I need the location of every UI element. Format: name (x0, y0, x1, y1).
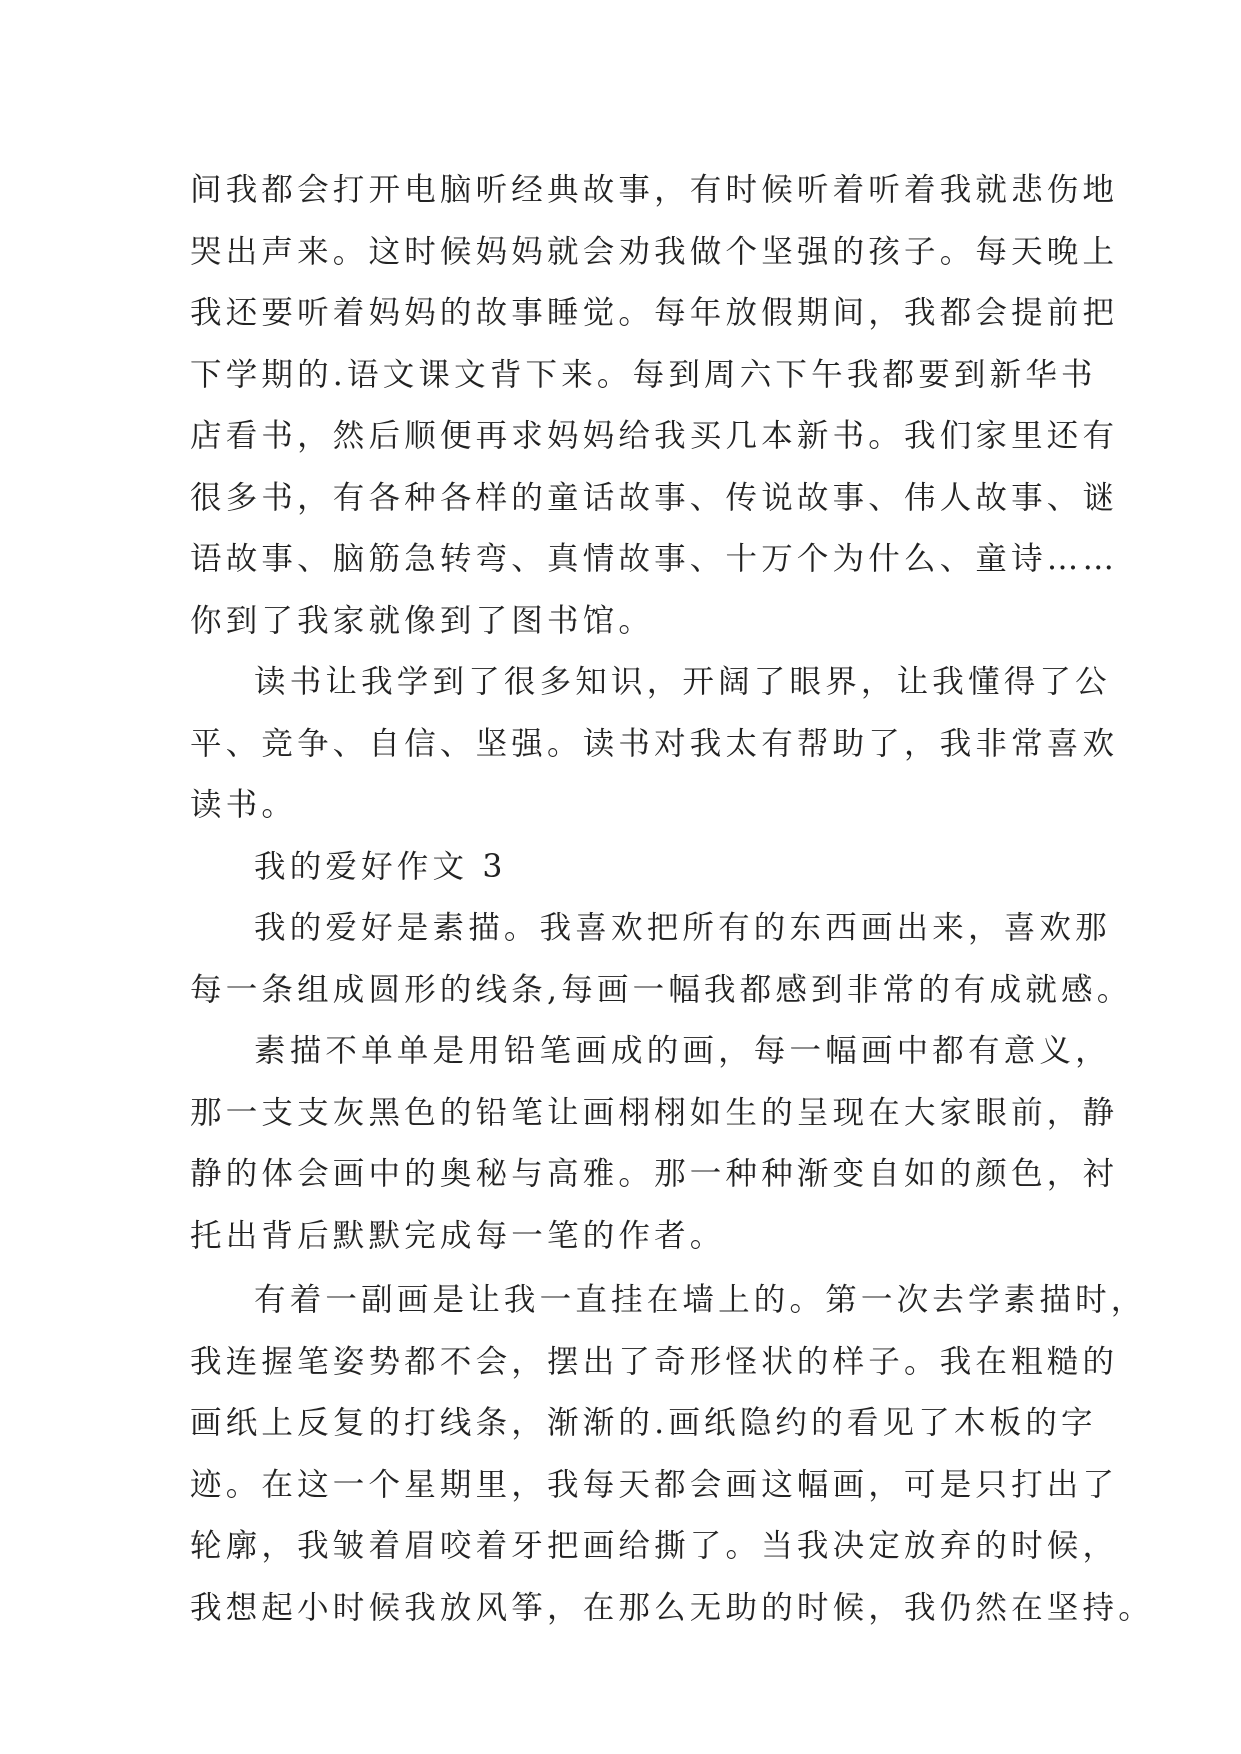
text-line: 哭出声来。这时候妈妈就会劝我做个坚强的孩子。每天晚上 (190, 233, 1119, 270)
text-line: 每一条组成圆形的线条,每画一幅我都感到非常的有成就感。 (190, 971, 1133, 1008)
paragraph-first-line: 素描不单单是用铅笔画成的画，每一幅画中都有意义， (254, 1033, 1111, 1069)
paragraph-first-line: 有着一副画是让我一直挂在墙上的。第一次去学素描时， (254, 1282, 1147, 1318)
text-line: 画纸上反复的打线条，渐渐的.画纸隐约的看见了木板的字 (190, 1405, 1097, 1441)
text-line: 那一支支灰黑色的铅笔让画栩栩如生的呈现在大家眼前，静 (190, 1094, 1119, 1131)
text-line: 我还要听着妈妈的故事睡觉。每年放假期间，我都会提前把 (190, 295, 1119, 331)
paragraph-first-line: 我的爱好是素描。我喜欢把所有的东西画出来，喜欢那 (254, 910, 1111, 946)
text-line: 我连握笔姿势都不会，摆出了奇形怪状的样子。我在粗糙的 (190, 1343, 1119, 1380)
text-line: 轮廓，我皱着眉咬着牙把画给撕了。当我决定放弃的时候， (190, 1528, 1119, 1564)
text-line: 托出背后默默完成每一笔的作者。 (190, 1217, 726, 1254)
text-line: 读书。 (190, 787, 298, 823)
text-line: 间我都会打开电脑听经典故事，有时候听着听着我就悲伤地 (190, 172, 1119, 208)
text-line: 迹。在这一个星期里，我每天都会画这幅画，可是只打出了 (190, 1466, 1119, 1503)
text-line: 你到了我家就像到了图书馆。 (190, 602, 655, 639)
text-line: 很多书，有各种各样的童话故事、传说故事、伟人故事、谜 (190, 479, 1119, 516)
text-line: 语故事、脑筋急转弯、真情故事、十万个为什么、童诗…… (190, 541, 1119, 577)
text-line: 店看书，然后顺便再求妈妈给我买几本新书。我们家里还有 (190, 418, 1119, 454)
paragraph-first-line: 读书让我学到了很多知识，开阔了眼界，让我懂得了公 (254, 664, 1111, 700)
essay-body (190, 160, 1154, 1639)
text-line: 静的体会画中的奥秘与高雅。那一种种渐变自如的颜色，衬 (190, 1156, 1119, 1192)
section-heading: 我的爱好作文 3 (254, 848, 507, 885)
text-line: 下学期的.语文课文背下来。每到周六下午我都要到新华书 (190, 356, 1097, 393)
text-line: 我想起小时候我放风筝，在那么无助的时候，我仍然在坚持。 (190, 1589, 1154, 1626)
text-line: 平、竞争、自信、坚强。读书对我太有帮助了，我非常喜欢 (190, 725, 1119, 762)
